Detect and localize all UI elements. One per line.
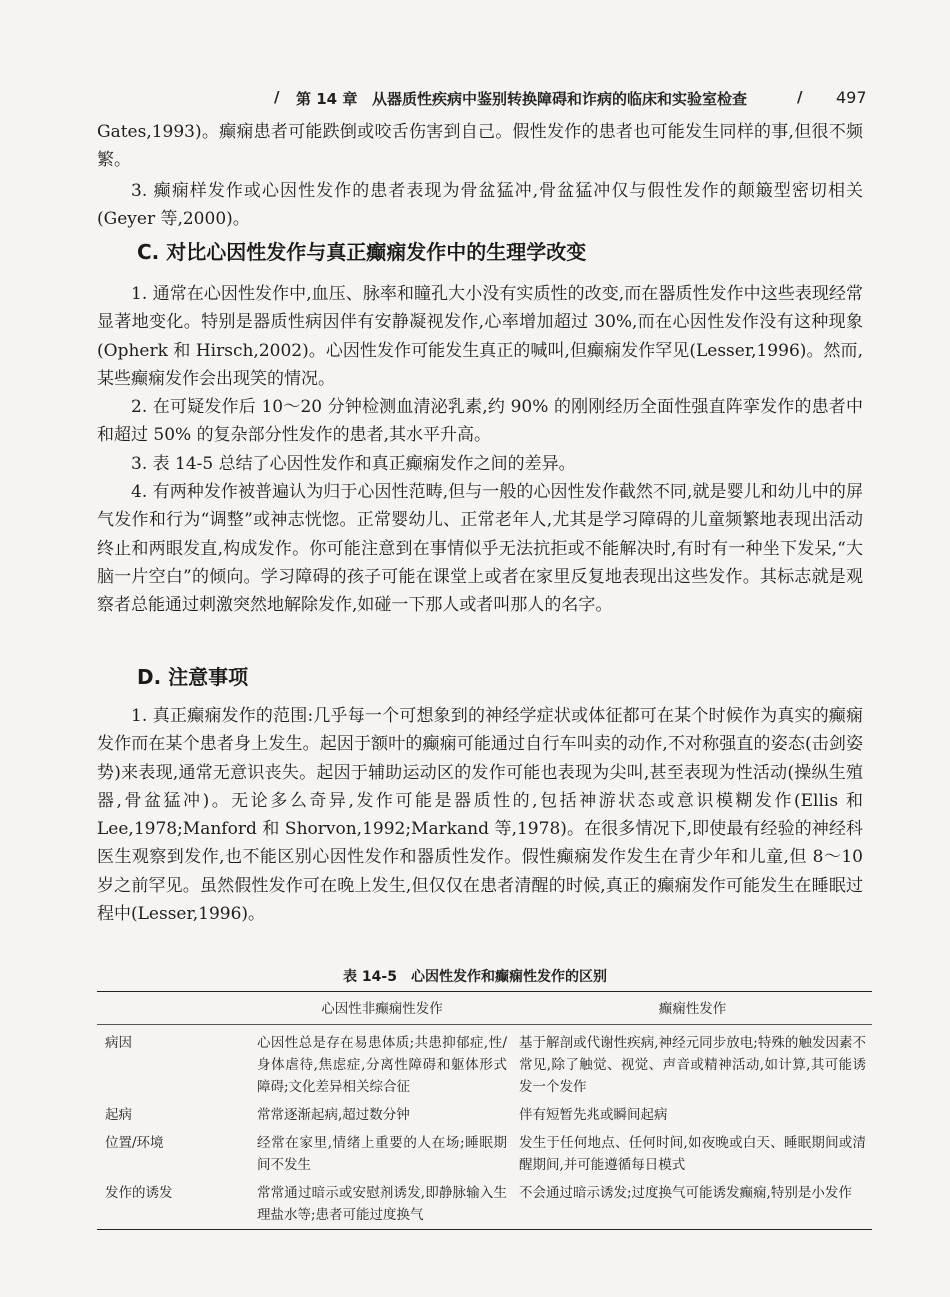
- table-cell: 发生于任何地点、任何时间,如夜晚或白天、睡眠期间或清醒期间,并可能遵循每日模式: [519, 1135, 866, 1173]
- section-c-body: [97, 280, 863, 620]
- table-row: [97, 1129, 872, 1179]
- table-cell: 伴有短暂先兆或瞬间起病: [519, 1107, 668, 1123]
- table-cell: 基于解剖或代谢性疾病,神经元同步放电;特殊的触发因素不常见,除了触觉、视觉、声音或精神活动,如计算,其可能诱发一个发作: [519, 1035, 866, 1095]
- table-title: 心因性发作和癫痫性发作的区别: [410, 969, 607, 985]
- table-header-cell: 癫痫性发作: [513, 992, 872, 1025]
- row-label: 起病: [105, 1107, 132, 1123]
- table-caption: [0, 966, 950, 986]
- table-header-cell: [97, 992, 251, 1025]
- header-separator: /: [797, 88, 803, 106]
- chapter-label: 第 14 章: [296, 90, 358, 108]
- table-number: 表 14-5: [343, 969, 397, 985]
- section-c-paragraph-4: 4. 有两种发作被普遍认为归于心因性范畴,但与一般的心因性发作截然不同,就是婴儿和幼儿中的屏气发作和行为“调整”或神志恍惚。正常婴幼儿、正常老年人,尤其是学习障碍的儿童频繁地表现出活动终止和两眼发直,构成发作。你可能注意到在事情似乎无法抗拒或不能解决时,有时有一种坐下发呆,“大脑一片空白”的倾向。学习障碍的孩子可能在课堂上或者在家里反复地表现出这些发作。其标志就是观察者总能通过刺激突然地解除发作,如碰一下那人或者叫那人的名字。: [97, 482, 863, 616]
- row-label: 位置/环境: [105, 1135, 164, 1151]
- section-c-heading: C. 对比心因性发作与真正癫痫发作中的生理学改变: [137, 240, 587, 264]
- table-row: [97, 1101, 872, 1129]
- intro-block: [97, 118, 863, 233]
- section-d-paragraph-1: 1. 真正癫痫发作的范围:几乎每一个可想象到的神经学症状或体征都可在某个时候作为真实的癫痫发作而在某个患者身上发生。起因于额叶的癫痫可能通过自行车叫卖的动作,不对称强直的姿态(击剑姿势)来表现,通常无意识丧失。起因于辅助运动区的发作可能也表现为尖叫,甚至表现为性活动(操纵生殖器,骨盆猛冲)。无论多么奇异,发作可能是器质性的,包括神游状态或意识模糊发作(Ellis 和 Lee,1978;Manford 和 Shorvon,1992;Markand 等,1978)。在很多情况下,即使最有经验的神经科医生观察到发作,也不能区别心因性发作和器质性发作。假性癫痫发作发生在青少年和儿童,但 8～10 岁之前罕见。虽然假性发作可在晚上发生,但仅仅在患者清醒的时候,真正的癫痫发作可能发生在睡眠过程中(Lesser,1996)。: [97, 706, 863, 925]
- chapter-title: 从器质性疾病中鉴别转换障碍和诈病的临床和实验室检查: [372, 90, 748, 108]
- section-d-body: [97, 702, 863, 928]
- table-header-row: [97, 992, 872, 1025]
- section-c-paragraph-3: 3. 表 14-5 总结了心因性发作和真正癫痫发作之间的差异。: [131, 453, 576, 474]
- row-label: 发作的诱发: [105, 1185, 173, 1201]
- section-c-paragraph-1: 1. 通常在心因性发作中,血压、脉率和瞳孔大小没有实质性的改变,而在器质性发作中这些表现经常显著地变化。特别是器质性病因伴有安静凝视发作,心率增加超过 30%,而在心因性发作没有这种现象(Opherk 和 Hirsch,2002)。心因性发作可能发生真正的喊叫,但癫痫发作罕见(Lesser,1996)。然而,某些癫痫发作会出现笑的情况。: [97, 284, 863, 389]
- table-cell: 常常通过暗示或安慰剂诱发,即静脉输入生理盐水等;患者可能过度换气: [257, 1185, 507, 1223]
- row-label: 病因: [105, 1035, 132, 1051]
- table-row: [97, 1025, 872, 1102]
- table-cell: 经常在家里,情绪上重要的人在场;睡眠期间不发生: [257, 1135, 507, 1173]
- comparison-table: [97, 991, 872, 1230]
- table-row: [97, 1179, 872, 1230]
- page-number: 497: [836, 88, 867, 107]
- header-separator: /: [274, 88, 280, 106]
- table-cell: 常常逐渐起病,超过数分钟: [257, 1107, 410, 1123]
- table-cell: 不会通过暗示诱发;过度换气可能诱发癫痫,特别是小发作: [519, 1185, 852, 1201]
- table-header-cell: 心因性非癫痫性发作: [251, 992, 513, 1025]
- continuation-paragraph: Gates,1993)。癫痫患者可能跌倒或咬舌伤害到自己。假性发作的患者也可能发生同样的事,但很不频繁。: [97, 122, 863, 171]
- table-cell: 心因性总是存在易患体质;共患抑郁症,性/身体虐待,焦虑症,分离性障碍和躯体形式障碍;文化差异相关综合征: [257, 1035, 507, 1095]
- paragraph-item-3: 3. 癫痫样发作或心因性发作的患者表现为骨盆猛冲,骨盆猛冲仅与假性发作的颠簸型密切相关(Geyer 等,2000)。: [97, 180, 863, 229]
- section-c-paragraph-2: 2. 在可疑发作后 10～20 分钟检测血清泌乳素,约 90% 的刚刚经历全面性强直阵挛发作的患者中和超过 50% 的复杂部分性发作的患者,其水平升高。: [97, 397, 863, 446]
- section-d-heading: D. 注意事项: [137, 665, 249, 689]
- running-header: [0, 88, 950, 112]
